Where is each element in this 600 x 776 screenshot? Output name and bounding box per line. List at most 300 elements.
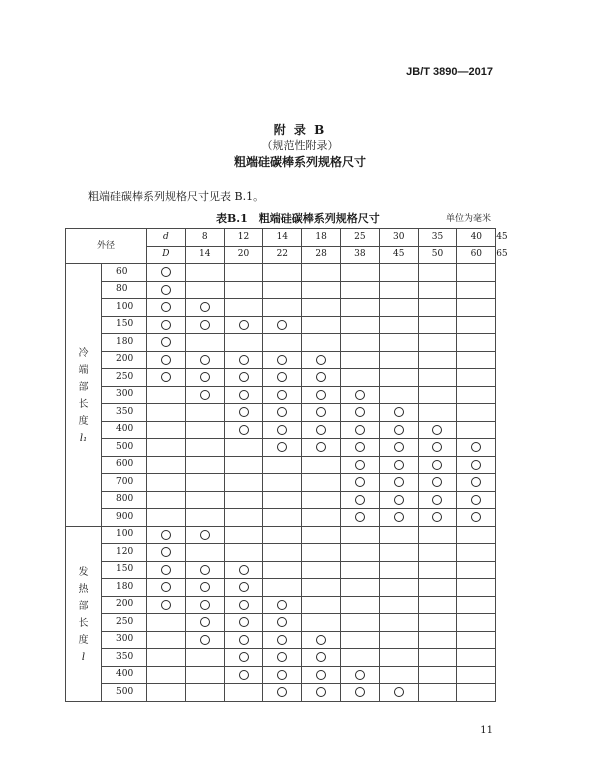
size-cell bbox=[418, 544, 457, 562]
available-mark bbox=[161, 267, 171, 277]
size-cell bbox=[457, 316, 496, 334]
size-cell bbox=[263, 439, 302, 457]
d-value: 18 bbox=[302, 229, 341, 247]
available-mark bbox=[316, 442, 326, 452]
available-mark bbox=[355, 407, 365, 417]
size-cell bbox=[341, 264, 380, 282]
size-cell bbox=[302, 526, 341, 544]
available-mark bbox=[394, 407, 404, 417]
available-mark bbox=[316, 372, 326, 382]
table-row bbox=[66, 456, 496, 474]
size-cell bbox=[147, 404, 186, 422]
available-mark bbox=[277, 687, 287, 697]
size-cell bbox=[379, 474, 418, 492]
available-mark bbox=[355, 460, 365, 470]
d-label: d bbox=[147, 229, 186, 247]
size-cell bbox=[185, 596, 224, 614]
table-row bbox=[66, 404, 496, 422]
available-mark bbox=[394, 512, 404, 522]
size-cell bbox=[185, 474, 224, 492]
table-row bbox=[66, 509, 496, 527]
table-row bbox=[66, 386, 496, 404]
size-cell bbox=[302, 561, 341, 579]
size-cell bbox=[457, 649, 496, 667]
available-mark bbox=[277, 320, 287, 330]
size-cell bbox=[379, 264, 418, 282]
size-cell bbox=[224, 491, 263, 509]
table-row bbox=[66, 684, 496, 702]
size-cell bbox=[379, 614, 418, 632]
size-cell bbox=[147, 421, 186, 439]
size-cell bbox=[147, 491, 186, 509]
length-value: 500 bbox=[102, 684, 147, 702]
size-cell bbox=[185, 369, 224, 387]
available-mark bbox=[355, 512, 365, 522]
appendix-name: 粗端硅碳棒系列规格尺寸 bbox=[233, 155, 366, 169]
size-cell bbox=[418, 596, 457, 614]
size-cell bbox=[379, 351, 418, 369]
size-cell bbox=[302, 474, 341, 492]
available-mark bbox=[161, 530, 171, 540]
label-char: 发 bbox=[78, 566, 89, 578]
available-mark bbox=[161, 600, 171, 610]
size-cell bbox=[457, 579, 496, 597]
size-cell bbox=[341, 596, 380, 614]
size-cell bbox=[379, 579, 418, 597]
size-cell bbox=[185, 631, 224, 649]
length-value: 600 bbox=[102, 456, 147, 474]
length-value: 500 bbox=[102, 439, 147, 457]
size-cell bbox=[224, 631, 263, 649]
length-value: 150 bbox=[102, 316, 147, 334]
size-cell bbox=[185, 421, 224, 439]
available-mark bbox=[200, 582, 210, 592]
D-value: 14 bbox=[185, 246, 224, 264]
length-value: 100 bbox=[102, 526, 147, 544]
size-cell bbox=[418, 439, 457, 457]
size-cell bbox=[302, 316, 341, 334]
length-symbol: l₁ bbox=[79, 432, 88, 444]
size-cell bbox=[263, 316, 302, 334]
available-mark bbox=[394, 687, 404, 697]
available-mark bbox=[355, 687, 365, 697]
available-mark bbox=[432, 442, 442, 452]
size-cell bbox=[379, 281, 418, 299]
size-cell bbox=[263, 369, 302, 387]
table-row bbox=[66, 474, 496, 492]
size-cell bbox=[224, 316, 263, 334]
size-cell bbox=[185, 544, 224, 562]
available-mark bbox=[161, 355, 171, 365]
available-mark bbox=[277, 635, 287, 645]
available-mark bbox=[471, 477, 481, 487]
length-value: 80 bbox=[102, 281, 147, 299]
size-cell bbox=[418, 456, 457, 474]
size-cell bbox=[185, 299, 224, 317]
size-cell bbox=[457, 421, 496, 439]
d-value: 14 bbox=[263, 229, 302, 247]
size-cell bbox=[263, 386, 302, 404]
size-cell bbox=[341, 684, 380, 702]
size-cell bbox=[185, 491, 224, 509]
available-mark bbox=[316, 652, 326, 662]
available-mark bbox=[432, 512, 442, 522]
available-mark bbox=[200, 617, 210, 627]
table-row bbox=[66, 666, 496, 684]
size-cell bbox=[418, 631, 457, 649]
table-row bbox=[66, 439, 496, 457]
available-mark bbox=[239, 372, 249, 382]
available-mark bbox=[316, 407, 326, 417]
size-cell bbox=[302, 421, 341, 439]
size-cell bbox=[341, 561, 380, 579]
available-mark bbox=[161, 320, 171, 330]
size-cell bbox=[224, 544, 263, 562]
available-mark bbox=[394, 460, 404, 470]
spec-table bbox=[65, 228, 508, 702]
available-mark bbox=[277, 425, 287, 435]
size-cell bbox=[418, 649, 457, 667]
size-cell bbox=[418, 684, 457, 702]
size-cell bbox=[224, 334, 263, 352]
size-cell bbox=[341, 421, 380, 439]
size-cell bbox=[263, 596, 302, 614]
D-value: 22 bbox=[263, 246, 302, 264]
length-value: 350 bbox=[102, 649, 147, 667]
length-value: 300 bbox=[102, 631, 147, 649]
size-cell bbox=[224, 264, 263, 282]
table-row bbox=[66, 614, 496, 632]
available-mark bbox=[200, 355, 210, 365]
size-cell bbox=[341, 351, 380, 369]
size-cell bbox=[263, 579, 302, 597]
size-cell bbox=[185, 316, 224, 334]
size-cell bbox=[302, 579, 341, 597]
size-cell bbox=[147, 649, 186, 667]
size-cell bbox=[263, 649, 302, 667]
size-cell bbox=[379, 684, 418, 702]
size-cell bbox=[418, 316, 457, 334]
available-mark bbox=[471, 442, 481, 452]
size-cell bbox=[457, 614, 496, 632]
size-cell bbox=[147, 666, 186, 684]
appendix-type: （规范性附录） bbox=[261, 139, 339, 152]
size-cell bbox=[341, 299, 380, 317]
length-value: 800 bbox=[102, 491, 147, 509]
size-cell bbox=[263, 561, 302, 579]
size-cell bbox=[263, 264, 302, 282]
available-mark bbox=[161, 565, 171, 575]
size-cell bbox=[457, 264, 496, 282]
size-cell bbox=[418, 526, 457, 544]
size-cell bbox=[147, 299, 186, 317]
available-mark bbox=[239, 407, 249, 417]
size-cell bbox=[224, 614, 263, 632]
D-label: D bbox=[147, 246, 186, 264]
size-cell bbox=[185, 666, 224, 684]
size-cell bbox=[341, 526, 380, 544]
table-row bbox=[66, 631, 496, 649]
available-mark bbox=[316, 390, 326, 400]
available-mark bbox=[239, 670, 249, 680]
size-cell bbox=[185, 334, 224, 352]
size-cell bbox=[185, 281, 224, 299]
size-cell bbox=[185, 264, 224, 282]
available-mark bbox=[161, 582, 171, 592]
available-mark bbox=[200, 565, 210, 575]
size-cell bbox=[263, 281, 302, 299]
length-value: 350 bbox=[102, 404, 147, 422]
size-cell bbox=[341, 334, 380, 352]
size-cell bbox=[185, 404, 224, 422]
available-mark bbox=[316, 355, 326, 365]
size-cell bbox=[418, 351, 457, 369]
size-cell bbox=[418, 491, 457, 509]
available-mark bbox=[355, 495, 365, 505]
available-mark bbox=[239, 355, 249, 365]
size-cell bbox=[457, 631, 496, 649]
available-mark bbox=[316, 687, 326, 697]
available-mark bbox=[432, 460, 442, 470]
size-cell bbox=[263, 544, 302, 562]
length-value: 700 bbox=[102, 474, 147, 492]
label-char: 端 bbox=[78, 364, 89, 376]
available-mark bbox=[316, 425, 326, 435]
size-cell bbox=[457, 281, 496, 299]
size-cell bbox=[418, 281, 457, 299]
available-mark bbox=[200, 302, 210, 312]
available-mark bbox=[239, 635, 249, 645]
size-cell bbox=[263, 509, 302, 527]
size-cell bbox=[379, 491, 418, 509]
size-cell bbox=[418, 579, 457, 597]
size-cell bbox=[224, 561, 263, 579]
size-cell bbox=[147, 439, 186, 457]
size-cell bbox=[418, 264, 457, 282]
available-mark bbox=[355, 670, 365, 680]
table-row bbox=[66, 649, 496, 667]
available-mark bbox=[277, 407, 287, 417]
size-cell bbox=[147, 281, 186, 299]
size-cell bbox=[224, 351, 263, 369]
size-cell bbox=[147, 474, 186, 492]
table-row bbox=[66, 421, 496, 439]
label-char: 长 bbox=[78, 617, 89, 629]
size-cell bbox=[263, 491, 302, 509]
size-cell bbox=[457, 474, 496, 492]
length-value: 250 bbox=[102, 369, 147, 387]
size-cell bbox=[379, 439, 418, 457]
size-cell bbox=[418, 334, 457, 352]
available-mark bbox=[239, 652, 249, 662]
d-value: 40 bbox=[457, 229, 496, 247]
d-value: 30 bbox=[379, 229, 418, 247]
available-mark bbox=[161, 337, 171, 347]
size-cell bbox=[457, 526, 496, 544]
size-cell bbox=[341, 456, 380, 474]
size-cell bbox=[457, 386, 496, 404]
size-cell bbox=[147, 386, 186, 404]
available-mark bbox=[471, 495, 481, 505]
size-cell bbox=[302, 649, 341, 667]
size-cell bbox=[224, 421, 263, 439]
size-cell bbox=[457, 334, 496, 352]
size-cell bbox=[302, 281, 341, 299]
size-cell bbox=[185, 614, 224, 632]
size-cell bbox=[302, 631, 341, 649]
size-cell bbox=[263, 456, 302, 474]
size-cell bbox=[379, 386, 418, 404]
size-cell bbox=[147, 631, 186, 649]
document-number: JB/T 3890—2017 bbox=[406, 66, 493, 78]
length-value: 400 bbox=[102, 666, 147, 684]
table-row bbox=[66, 281, 496, 299]
size-cell bbox=[457, 544, 496, 562]
size-cell bbox=[147, 544, 186, 562]
size-cell bbox=[457, 666, 496, 684]
length-value: 120 bbox=[102, 544, 147, 562]
hot-length-label bbox=[66, 526, 102, 701]
size-cell bbox=[302, 666, 341, 684]
size-cell bbox=[302, 404, 341, 422]
size-cell bbox=[302, 684, 341, 702]
size-cell bbox=[263, 299, 302, 317]
available-mark bbox=[355, 390, 365, 400]
size-cell bbox=[302, 299, 341, 317]
size-cell bbox=[185, 351, 224, 369]
size-cell bbox=[457, 491, 496, 509]
available-mark bbox=[277, 355, 287, 365]
available-mark bbox=[200, 390, 210, 400]
available-mark bbox=[161, 372, 171, 382]
D-value: 28 bbox=[302, 246, 341, 264]
label-char: 冷 bbox=[78, 347, 89, 359]
table-row bbox=[66, 596, 496, 614]
available-mark bbox=[200, 372, 210, 382]
size-cell bbox=[341, 614, 380, 632]
size-cell bbox=[224, 649, 263, 667]
available-mark bbox=[471, 512, 481, 522]
size-cell bbox=[379, 299, 418, 317]
table-row bbox=[66, 526, 496, 544]
size-cell bbox=[418, 474, 457, 492]
size-cell bbox=[379, 526, 418, 544]
size-cell bbox=[147, 596, 186, 614]
size-cell bbox=[341, 369, 380, 387]
size-cell bbox=[147, 351, 186, 369]
available-mark bbox=[277, 600, 287, 610]
outer-diameter-label: 外径 bbox=[66, 229, 147, 264]
available-mark bbox=[432, 477, 442, 487]
D-value: 45 bbox=[379, 246, 418, 264]
length-value: 180 bbox=[102, 579, 147, 597]
size-cell bbox=[185, 561, 224, 579]
size-cell bbox=[302, 596, 341, 614]
d-value: 8 bbox=[185, 229, 224, 247]
size-cell bbox=[379, 369, 418, 387]
intro-paragraph: 粗端硅碳棒系列规格尺寸见表 B.1。 bbox=[88, 190, 265, 203]
size-cell bbox=[224, 299, 263, 317]
size-cell bbox=[185, 684, 224, 702]
size-cell bbox=[263, 474, 302, 492]
size-cell bbox=[263, 404, 302, 422]
size-cell bbox=[457, 561, 496, 579]
size-cell bbox=[379, 666, 418, 684]
size-cell bbox=[224, 386, 263, 404]
available-mark bbox=[394, 477, 404, 487]
available-mark bbox=[239, 582, 249, 592]
size-cell bbox=[147, 316, 186, 334]
table-row bbox=[66, 351, 496, 369]
size-cell bbox=[302, 351, 341, 369]
available-mark bbox=[277, 670, 287, 680]
size-cell bbox=[379, 404, 418, 422]
size-cell bbox=[302, 386, 341, 404]
D-value: 20 bbox=[224, 246, 263, 264]
available-mark bbox=[316, 635, 326, 645]
label-char: 部 bbox=[78, 381, 89, 393]
D-value: 50 bbox=[418, 246, 457, 264]
size-cell bbox=[185, 579, 224, 597]
size-cell bbox=[418, 666, 457, 684]
available-mark bbox=[200, 530, 210, 540]
size-cell bbox=[302, 334, 341, 352]
available-mark bbox=[200, 320, 210, 330]
available-mark bbox=[432, 495, 442, 505]
size-cell bbox=[379, 544, 418, 562]
available-mark bbox=[161, 547, 171, 557]
page-number: 11 bbox=[480, 725, 493, 736]
available-mark bbox=[277, 617, 287, 627]
D-value: 60 bbox=[457, 246, 496, 264]
size-cell bbox=[341, 491, 380, 509]
table-row bbox=[66, 334, 496, 352]
available-mark bbox=[239, 390, 249, 400]
size-cell bbox=[302, 456, 341, 474]
available-mark bbox=[161, 285, 171, 295]
length-value: 400 bbox=[102, 421, 147, 439]
available-mark bbox=[239, 600, 249, 610]
size-cell bbox=[302, 544, 341, 562]
size-cell bbox=[418, 421, 457, 439]
table-row bbox=[66, 264, 496, 282]
size-cell bbox=[418, 561, 457, 579]
size-cell bbox=[147, 579, 186, 597]
available-mark bbox=[239, 565, 249, 575]
length-value: 250 bbox=[102, 614, 147, 632]
size-cell bbox=[147, 526, 186, 544]
available-mark bbox=[161, 302, 171, 312]
size-cell bbox=[418, 369, 457, 387]
size-cell bbox=[224, 456, 263, 474]
size-cell bbox=[224, 579, 263, 597]
available-mark bbox=[394, 442, 404, 452]
size-cell bbox=[341, 509, 380, 527]
size-cell bbox=[418, 299, 457, 317]
size-cell bbox=[379, 456, 418, 474]
size-cell bbox=[418, 386, 457, 404]
d-value: 25 bbox=[341, 229, 380, 247]
available-mark bbox=[432, 425, 442, 435]
available-mark bbox=[277, 442, 287, 452]
size-cell bbox=[418, 404, 457, 422]
size-cell bbox=[379, 421, 418, 439]
header-row-d: 外径 d 8 12 14 18 25 30 35 40 45 bbox=[66, 229, 496, 247]
size-cell bbox=[224, 281, 263, 299]
length-value: 200 bbox=[102, 596, 147, 614]
table-row bbox=[66, 316, 496, 334]
available-mark bbox=[200, 600, 210, 610]
